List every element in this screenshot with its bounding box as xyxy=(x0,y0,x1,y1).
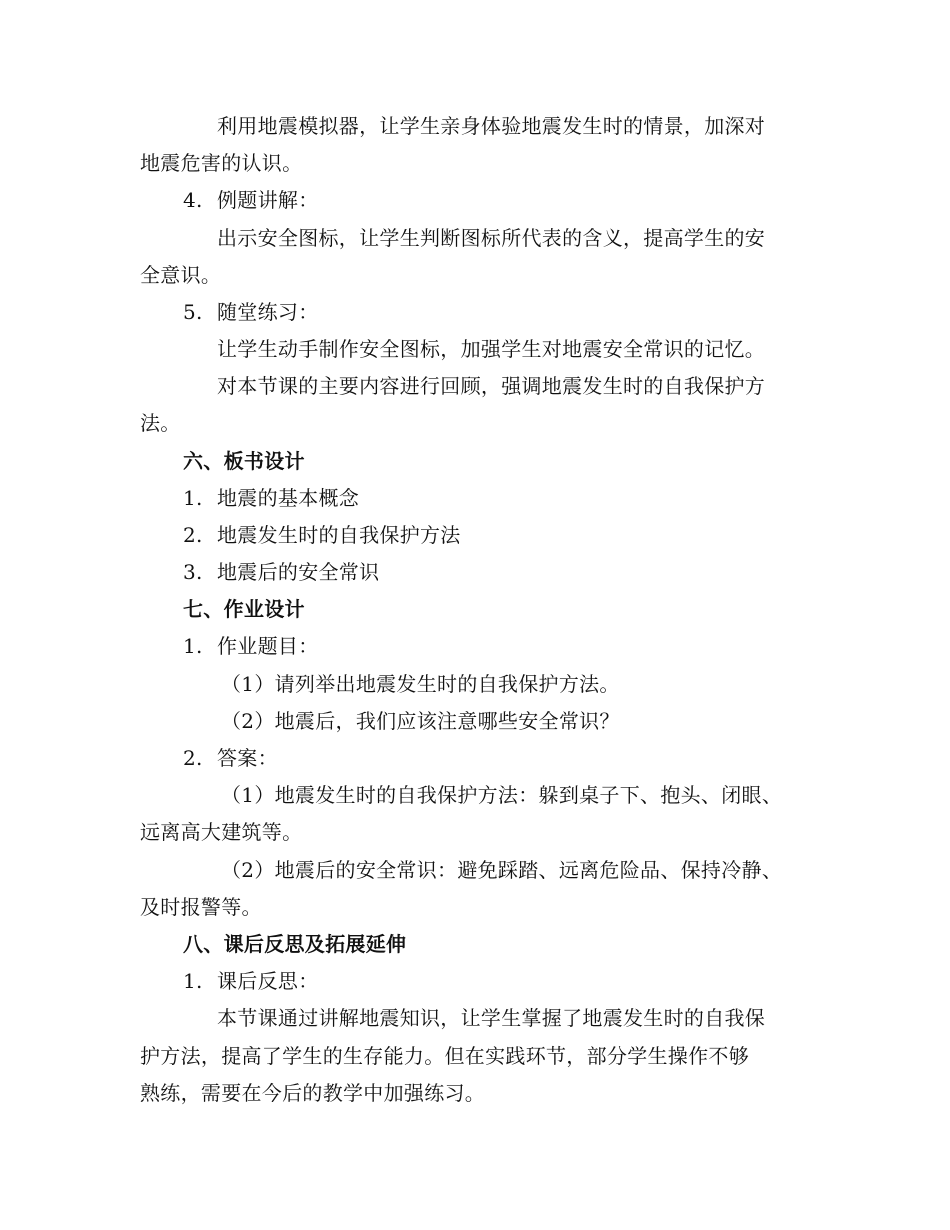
paragraph-line: 利用地震模拟器，让学生亲身体验地震发生时的情景，加深对 xyxy=(217,114,766,138)
list-number: 4. xyxy=(183,188,203,212)
list-label: 地震发生时的自我保护方法 xyxy=(217,523,461,547)
list-item xyxy=(183,967,319,995)
paragraph-line: 对本节课的主要内容进行回顾，强调地震发生时的自我保护方 xyxy=(217,374,766,398)
list-item xyxy=(183,558,379,586)
list-item xyxy=(183,298,319,326)
list-item xyxy=(183,632,319,660)
list-number: 2. xyxy=(183,523,203,547)
question-line: （2）地震后，我们应该注意哪些安全常识？ xyxy=(221,709,620,733)
list-item xyxy=(183,186,319,214)
list-label: 作业题目： xyxy=(217,634,319,658)
answer-line: 及时报警等。 xyxy=(140,895,262,919)
list-number: 1. xyxy=(183,486,203,510)
question-line: （1）请列举出地震发生时的自我保护方法。 xyxy=(221,672,620,696)
paragraph-line: 让学生动手制作安全图标，加强学生对地震安全常识的记忆。 xyxy=(217,337,766,361)
paragraph-line: 熟练，需要在今后的教学中加强练习。 xyxy=(140,1081,486,1105)
section-heading: 六、板书设计 xyxy=(183,449,305,473)
list-label: 随堂练习： xyxy=(217,300,319,324)
paragraph-line: 本节课通过讲解地震知识，让学生掌握了地震发生时的自我保 xyxy=(217,1006,766,1030)
list-item xyxy=(183,521,461,549)
paragraph-line: 法。 xyxy=(140,411,181,435)
list-item xyxy=(183,744,278,772)
list-number: 1. xyxy=(183,634,203,658)
list-label: 课后反思： xyxy=(217,969,319,993)
answer-line: （2）地震后的安全常识：避免踩踏、远离危险品、保持冷静、 xyxy=(221,858,783,882)
section-heading: 七、作业设计 xyxy=(183,597,305,621)
list-number: 5. xyxy=(183,300,203,324)
list-item xyxy=(183,484,359,512)
answer-line: 远离高大建筑等。 xyxy=(140,820,303,844)
list-label: 例题讲解： xyxy=(217,188,319,212)
list-label: 答案： xyxy=(217,746,278,770)
list-number: 1. xyxy=(183,969,203,993)
answer-line: （1）地震发生时的自我保护方法：躲到桌子下、抱头、闭眼、 xyxy=(221,783,783,807)
list-number: 2. xyxy=(183,746,203,770)
list-label: 地震后的安全常识 xyxy=(217,560,380,584)
list-label: 地震的基本概念 xyxy=(217,486,360,510)
list-number: 3. xyxy=(183,560,203,584)
paragraph-line: 全意识。 xyxy=(140,263,222,287)
paragraph-line: 地震危害的认识。 xyxy=(140,151,303,175)
paragraph-line: 护方法，提高了学生的生存能力。但在实践环节，部分学生操作不够 xyxy=(140,1044,749,1068)
paragraph-line: 出示安全图标，让学生判断图标所代表的含义，提高学生的安 xyxy=(217,226,766,250)
section-heading: 八、课后反思及拓展延伸 xyxy=(183,932,407,956)
